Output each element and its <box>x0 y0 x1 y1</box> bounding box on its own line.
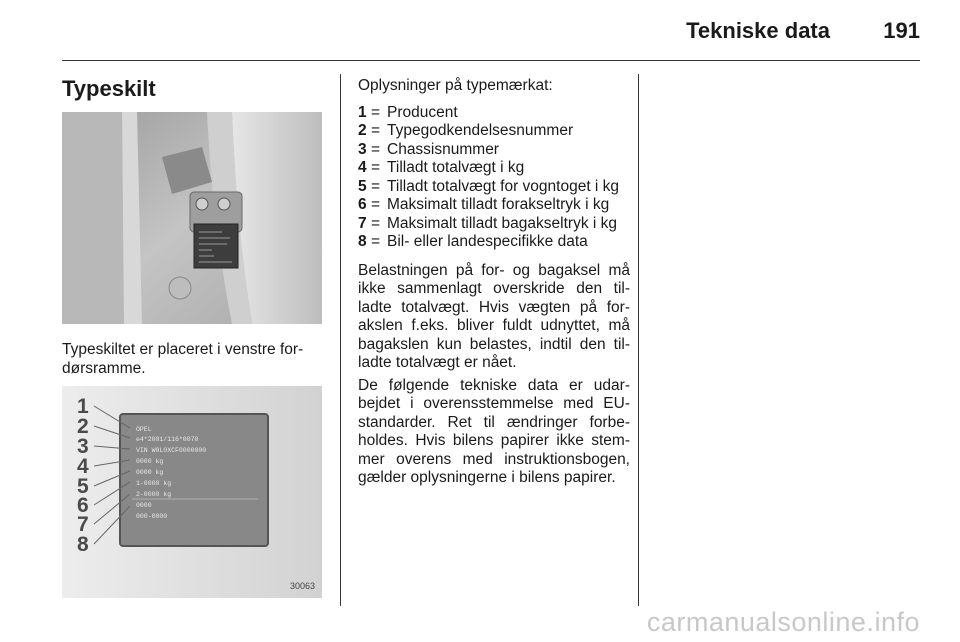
legend-item <box>358 178 630 197</box>
legend-text: Chassisnummer <box>387 140 499 158</box>
right-column-text <box>358 77 630 492</box>
legend-equals: = <box>371 233 381 250</box>
legend-equals: = <box>371 214 381 232</box>
plate-line: 0000 kg <box>136 458 164 465</box>
callout-3: 3 <box>77 435 89 458</box>
legend-item <box>358 141 630 160</box>
figure-number: 30063 <box>290 581 316 591</box>
legend-number: 2 <box>358 122 367 139</box>
callout-6: 6 <box>77 494 89 517</box>
legend-equals: = <box>371 196 381 213</box>
plate-line: 2-0000 kg <box>136 491 172 498</box>
legend-equals: = <box>371 122 381 139</box>
callout-5: 5 <box>77 475 89 498</box>
plate-line: 0000 kg <box>136 469 164 476</box>
legend-number: 4 <box>358 159 367 176</box>
legend-number: 8 <box>358 233 367 250</box>
legend-number: 1 <box>358 103 367 121</box>
figure-caption: Typeskiltet er placeret i venstre for-dørsramme. <box>62 341 304 377</box>
callout-1: 1 <box>77 395 89 418</box>
body-paragraph: De følgende tekniske data er udar-bejdet i overensstemmelse med EU-standarder. Ret til ændringer forbe-holdes. Hvis bilens papirer ikke stem-mer overens med instruktionsbogen, gælder oplysningerne i bilens papirer. <box>358 376 630 486</box>
legend-equals: = <box>371 140 381 158</box>
plate-line: OPEL <box>136 426 152 433</box>
legend-item <box>358 104 630 123</box>
plate-line: 1-0000 kg <box>136 480 172 487</box>
type-plate-diagram <box>62 386 322 598</box>
column-divider-right <box>638 74 639 606</box>
legend-number: 7 <box>358 214 367 232</box>
legend-text: Typegodkendelsesnummer <box>387 122 574 139</box>
legend-item <box>358 233 630 252</box>
legend-text: Producent <box>387 103 458 121</box>
door-frame-photo <box>62 112 322 324</box>
plate-line: 000-0000 <box>136 513 168 520</box>
header-rule <box>62 60 920 61</box>
legend-number: 6 <box>358 196 367 213</box>
running-header-title: Tekniske data <box>686 18 830 43</box>
plate-line: VIN W0L0XCF0000000 <box>136 447 207 454</box>
callout-4: 4 <box>77 455 89 478</box>
legend-equals: = <box>371 103 381 121</box>
legend-number: 3 <box>358 140 367 158</box>
legend-text: Bil- eller landespecifikke data <box>387 233 588 250</box>
legend-text: Tilladt totalvægt i kg <box>387 159 525 176</box>
section-title: Typeskilt <box>62 76 156 101</box>
legend-text: Tilladt totalvægt for vogntoget i kg <box>387 177 620 195</box>
column-divider-left <box>340 74 341 606</box>
callout-7: 7 <box>77 513 89 536</box>
legend-equals: = <box>371 177 381 195</box>
legend-item <box>358 122 630 141</box>
legend-number: 5 <box>358 177 367 195</box>
page-number: 191 <box>883 18 920 43</box>
watermark-text: carmanualsonline.info <box>646 607 920 637</box>
legend-item <box>358 196 630 215</box>
callout-8: 8 <box>77 533 89 556</box>
legend-item <box>358 215 630 234</box>
legend-text: Maksimalt tilladt bagakseltryk i kg <box>387 214 617 232</box>
legend-intro: Oplysninger på typemærkat: <box>358 77 553 94</box>
legend-item <box>358 159 630 178</box>
plate-line: e4*2001/116*0070 <box>136 436 199 443</box>
legend-list <box>358 104 630 252</box>
callout-2: 2 <box>77 415 89 438</box>
legend-text: Maksimalt tilladt forakseltryk i kg <box>387 196 610 213</box>
plate-line: 0000 <box>136 502 152 509</box>
body-paragraph: Belastningen på for- og bagaksel må ikke sammenlagt overskride den til-ladte totalvægt. Hvis vægten på for-akslen f.eks. bliver fuldt udnyttet, må bagakslen kun belastes, indtil den til-ladte totalvægt er nået. <box>358 261 630 371</box>
legend-equals: = <box>371 159 381 176</box>
